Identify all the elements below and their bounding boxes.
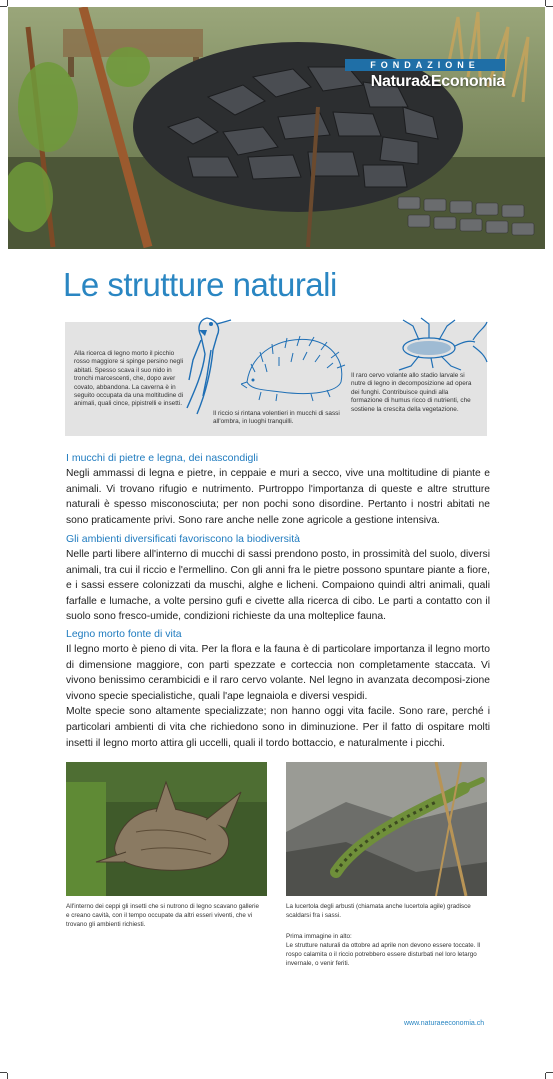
page-title: Le strutture naturali xyxy=(63,266,337,303)
section-heading-piles: I mucchi di pietre e legna, dei nascondigli xyxy=(66,452,259,464)
lizard-illustration xyxy=(286,762,487,896)
woodpecker-icon xyxy=(177,310,235,420)
crop-mark-br-v xyxy=(545,1073,546,1079)
tree-stump-illustration xyxy=(66,762,267,896)
lizard-photo xyxy=(286,762,487,896)
first-image-note: Le strutture naturali da ottobre ad aprile non devono essere toccate. Il rospo calamita o il riccio potrebbero essere disturbati nel loro letargo invernale, o venir feriti. xyxy=(286,942,481,967)
section-heading-biodiversity: Gli ambienti diversificati favoriscono la biodiversità xyxy=(66,533,301,545)
stag-beetle-icon xyxy=(389,316,489,372)
stag-beetle-caption: Il raro cervo volante allo stadio larvale si nutre di legno in decomposizione ad opera dei funghi. Contribuisce quindi alla formazione di humus ricco di nutrienti, che sostiene la crescita della vegetazione. xyxy=(351,372,472,413)
foundation-name: Natura&Economia xyxy=(370,73,505,90)
section-heading-deadwood: Legno morto fonte di vita xyxy=(66,628,182,640)
lizard-caption: La lucertola degli arbusti (chiamata anche lucertola agile) gradisce scaldarsi fra i sassi. xyxy=(286,903,471,919)
hero-photo-stone-pile xyxy=(8,7,545,249)
hedgehog-icon xyxy=(241,332,347,402)
crop-mark-bl-v xyxy=(7,1073,8,1079)
section-body-biodiversity: Nelle parti libere all'interno di mucchi di sassi prendono posto, in prossimità del suolo, diversi animali, tra cui il riccio e l'ermellino. Con gli anni fra le pietre possono spuntare piante a fiore, e i sassi essere colonizzati da muschi, alghe e licheni. Compaiono quindi altri animali, quali farfalle e lumache, a volte persino gufi e civette alla ricerca di cibo. Le parti a contatto con il suolo sono fresco-umide, condizioni richieste da una molteplice fauna. xyxy=(66,549,490,623)
crop-mark-tl-v xyxy=(7,0,8,6)
hedgehog-caption: Il riccio si rintana volentieri in mucchi di sassi all'ombra, in luoghi tranquilli. xyxy=(213,410,340,426)
crop-mark-br-h xyxy=(546,1072,553,1073)
stump-caption: All'interno dei ceppi gli insetti che si nutrono di legno scavano gallerie e creano cavità, con il tempo occupate da altri esseri viventi, che vi trovano gli ambienti richiesti. xyxy=(66,903,260,928)
foundation-label: FONDAZIONE xyxy=(345,59,505,71)
stone-pile-illustration xyxy=(8,7,545,249)
crop-mark-bl-h xyxy=(0,1072,7,1073)
crop-mark-tl-h xyxy=(0,6,7,7)
tree-stump-photo xyxy=(66,762,267,896)
section-body-piles: Negli ammassi di legna e pietre, in ceppaie e muri a secco, vive una moltitudine di piante e animali. Vi trovano rifugio e nutrimento. Purtroppo l'importanza di queste e altre strutture naturali è spesso misconosciuta; per non pochi sono disordine. Pertanto i nostri abitati ne sono praticamente privi. Sono rare anche nelle zone agricole a gestione intensiva. xyxy=(66,468,490,526)
section-body-deadwood: Il legno morto è pieno di vita. Per la flora e la fauna è di particolare importanza il legno morto di dimensione maggiore, con parti spezzate e corteccia non completamente staccata. Vi vivono benissimo cerambicidi e il raro cervo volante. Nel legno in avanzata decomposi-zione vivono specie specialistiche, quali l'ape legnaiola e diversi vespidi. Molte specie sono altamente specializzate; non hanno oggi vita facile. Sono rare, perché i particolari ambienti di vita che richiedono sono in diminuzione. Per il fatto di ospitare molti insetti il legno morto attira gli uccelli, quali il tordo bottaccio, e naturalmente i picchi. xyxy=(66,644,490,749)
first-image-heading: Prima immagine in alto: xyxy=(286,933,352,940)
woodpecker-caption: Alla ricerca di legno morto il picchio rosso maggiore si spinge persino negli abitati. Spesso scava il suo nido in tronchi marcescenti, che, dopo aver covato, abbandona. La caverna è in seguito occupata da una moltitudine di animali, quali cince, pipistrelli e insetti. xyxy=(74,350,184,408)
crop-mark-tr-h xyxy=(546,6,553,7)
crop-mark-tr-v xyxy=(545,0,546,6)
fauna-box xyxy=(65,322,487,436)
website-link[interactable]: www.naturaeeconomia.ch xyxy=(404,1020,485,1027)
